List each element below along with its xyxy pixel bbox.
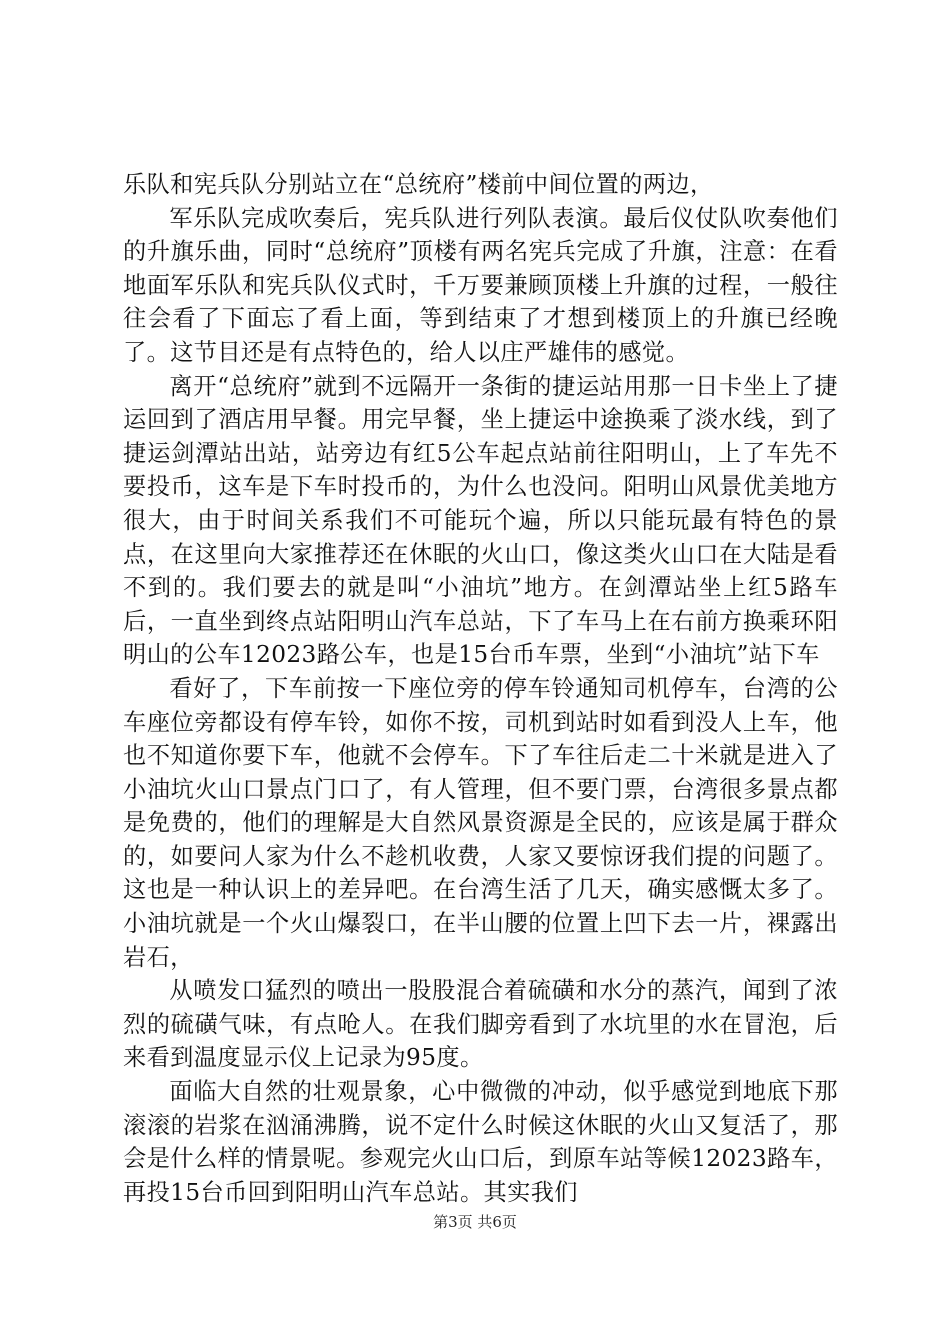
page-footer: 第3页 共6页	[433, 1213, 517, 1231]
paragraph-2: 军乐队完成吹奏后，宪兵队进行列队表演。最后仪仗队吹奏他们的升旗乐曲，同时“总统府”顶楼有两名宪兵完成了升旗，注意：在看地面军乐队和宪兵队仪式时，千万要兼顾顶楼上升旗的过程，一般往往会看了下面忘了看上面，等到结束了才想到楼顶上的升旗已经晚了。这节目还是有点特色的，给人以庄严雄伟的感觉。	[123, 204, 838, 366]
paragraph-1: 乐队和宪兵队分别站立在“总统府”楼前中间位置的两边，	[123, 171, 714, 198]
paragraph-6: 面临大自然的壮观景象，心中微微的冲动，似乎感觉到地底下那滚滚的岩浆在汹涌沸腾，说不定什么时候这休眠的火山又复活了，那会是什么样的情景呢。参观完火山口后，到原车站等候12023路车，再投15台币回到阳明山汽车总站。其实我们	[123, 1078, 838, 1206]
paragraph-4: 看好了，下车前按一下座位旁的停车铃通知司机停车，台湾的公车座位旁都设有停车铃，如你不按，司机到站时如看到没人上车，他也不知道你要下车，他就不会停车。下了车往后走二十米就是进入了小油坑火山口景点门口了，有人管理，但不要门票，台湾很多景点都是免费的，他们的理解是大自然风景资源是全民的，应该是属于群众的，如要问人家为什么不趁机收费，人家又要惊讶我们提的问题了。这也是一种认识上的差异吧。在台湾生活了几天，确实感慨太多了。小油坑就是一个火山爆裂口，在半山腰的位置上凹下去一片，裸露出岩石，	[123, 674, 838, 971]
document-body	[123, 168, 838, 1209]
paragraph-5: 从喷发口猛烈的喷出一股股混合着硫磺和水分的蒸汽，闻到了浓烈的硫磺气味，有点呛人。在我们脚旁看到了水坑里的水在冒泡，后来看到温度显示仪上记录为95度。	[123, 977, 838, 1072]
paragraph-3: 离开“总统府”就到不远隔开一条街的捷运站用那一日卡坐上了捷运回到了酒店用早餐。用完早餐，坐上捷运中途换乘了淡水线，到了捷运剑潭站出站，站旁边有红5公车起点站前往阳明山，上了车先不要投币，这车是下车时投币的，为什么也没问。阳明山风景优美地方很大，由于时间关系我们不可能玩个遍，所以只能玩最有特色的景点，在这里向大家推荐还在休眠的火山口，像这类火山口在大陆是看不到的。我们要去的就是叫“小油坑”地方。在剑潭站坐上红5路车后，一直坐到终点站阳明山汽车总站，下了车马上在右前方换乘环阳明山的公车12023路公车，也是15台币车票，坐到“小油坑”站下车	[123, 372, 838, 669]
